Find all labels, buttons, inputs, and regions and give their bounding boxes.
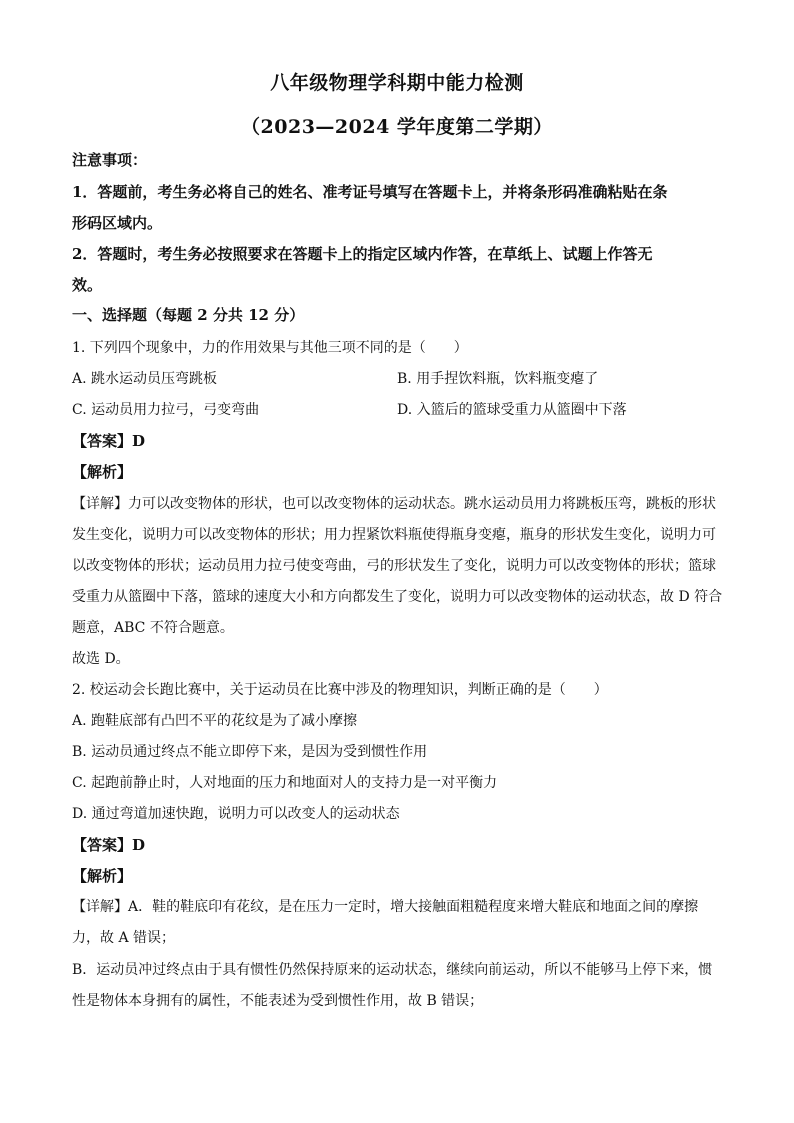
q2-detail-line-4: 性是物体本身拥有的属性，不能表述为受到惯性作用，故 B 错误； — [72, 993, 484, 1009]
q1-detail-line-1: 【详解】力可以改变物体的形状，也可以改变物体的运动状态。跳水运动员用力将跳板压弯，跳板的形状 — [72, 496, 716, 512]
q1-detail-line-5: 题意，ABC 不符合题意。 — [72, 620, 234, 636]
q1-stem: 1. 下列四个现象中，力的作用效果与其他三项不同的是（ ） — [72, 340, 468, 356]
q1-option-d: D. 入篮后的篮球受重力从篮圈中下落 — [397, 402, 627, 418]
q1-detail-line-2: 发生变化，说明力可以改变物体的形状；用力捏紧饮料瓶使得瓶身变瘪，瓶身的形状发生变化，说明力可 — [72, 527, 716, 543]
notice-item-2-line-1: 2．答题时，考生务必按照要求在答题卡上的指定区域内作答，在草纸上、试题上作答无 — [72, 245, 653, 263]
q2-stem: 2. 校运动会长跑比赛中，关于运动员在比赛中涉及的物理知识，判断正确的是（ ） — [72, 682, 608, 698]
notice-item-2-line-2: 效。 — [72, 276, 103, 294]
q2-option-c: C. 起跑前静止时，人对地面的压力和地面对人的支持力是一对平衡力 — [72, 775, 498, 791]
q2-answer: 【答案】D — [72, 836, 146, 854]
q1-option-a: A. 跳水运动员压弯跳板 — [72, 371, 218, 387]
notice-item-1-line-2: 形码区域内。 — [72, 214, 163, 232]
q2-option-a: A. 跑鞋底部有凸凹不平的花纹是为了减小摩擦 — [72, 713, 358, 729]
page-subtitle: （2023—2024 学年度第二学期） — [241, 116, 553, 138]
q2-option-d: D. 通过弯道加速快跑，说明力可以改变人的运动状态 — [72, 806, 400, 822]
q1-option-b: B. 用手捏饮料瓶，饮料瓶变瘪了 — [397, 371, 599, 387]
q1-answer: 【答案】D — [72, 432, 146, 450]
q1-conclusion: 故选 D。 — [72, 651, 130, 667]
q2-analysis-label: 【解析】 — [72, 867, 133, 885]
q2-detail-line-2: 力，故 A 错误； — [72, 930, 176, 946]
q1-detail-line-4: 受重力从篮圈中下落，篮球的速度大小和方向都发生了变化，说明力可以改变物体的运动状态，故 D 符合 — [72, 589, 723, 605]
q1-detail-line-3: 以改变物体的形状；运动员用力拉弓使变弯曲，弓的形状发生了变化，说明力可以改变物体的形状；篮球 — [72, 558, 716, 574]
q1-option-c: C. 运动员用力拉弓，弓变弯曲 — [72, 402, 260, 418]
page-title: 八年级物理学科期中能力检测 — [270, 72, 524, 94]
notice-heading: 注意事项： — [72, 151, 148, 169]
q1-analysis-label: 【解析】 — [72, 463, 133, 481]
q2-detail-line-1: 【详解】A．鞋的鞋底印有花纹，是在压力一定时，增大接触面粗糙程度来增大鞋底和地面之间的摩擦 — [72, 899, 699, 915]
notice-item-1-line-1: 1．答题前，考生务必将自己的姓名、准考证号填写在答题卡上，并将条形码准确粘贴在条 — [72, 183, 668, 201]
q2-option-b: B. 运动员通过终点不能立即停下来，是因为受到惯性作用 — [72, 744, 428, 760]
q2-detail-line-3: B．运动员冲过终点由于具有惯性仍然保持原来的运动状态，继续向前运动，所以不能够马上停下来，惯 — [72, 962, 713, 978]
section-heading-choice: 一、选择题（每题 2 分共 12 分） — [72, 306, 305, 324]
